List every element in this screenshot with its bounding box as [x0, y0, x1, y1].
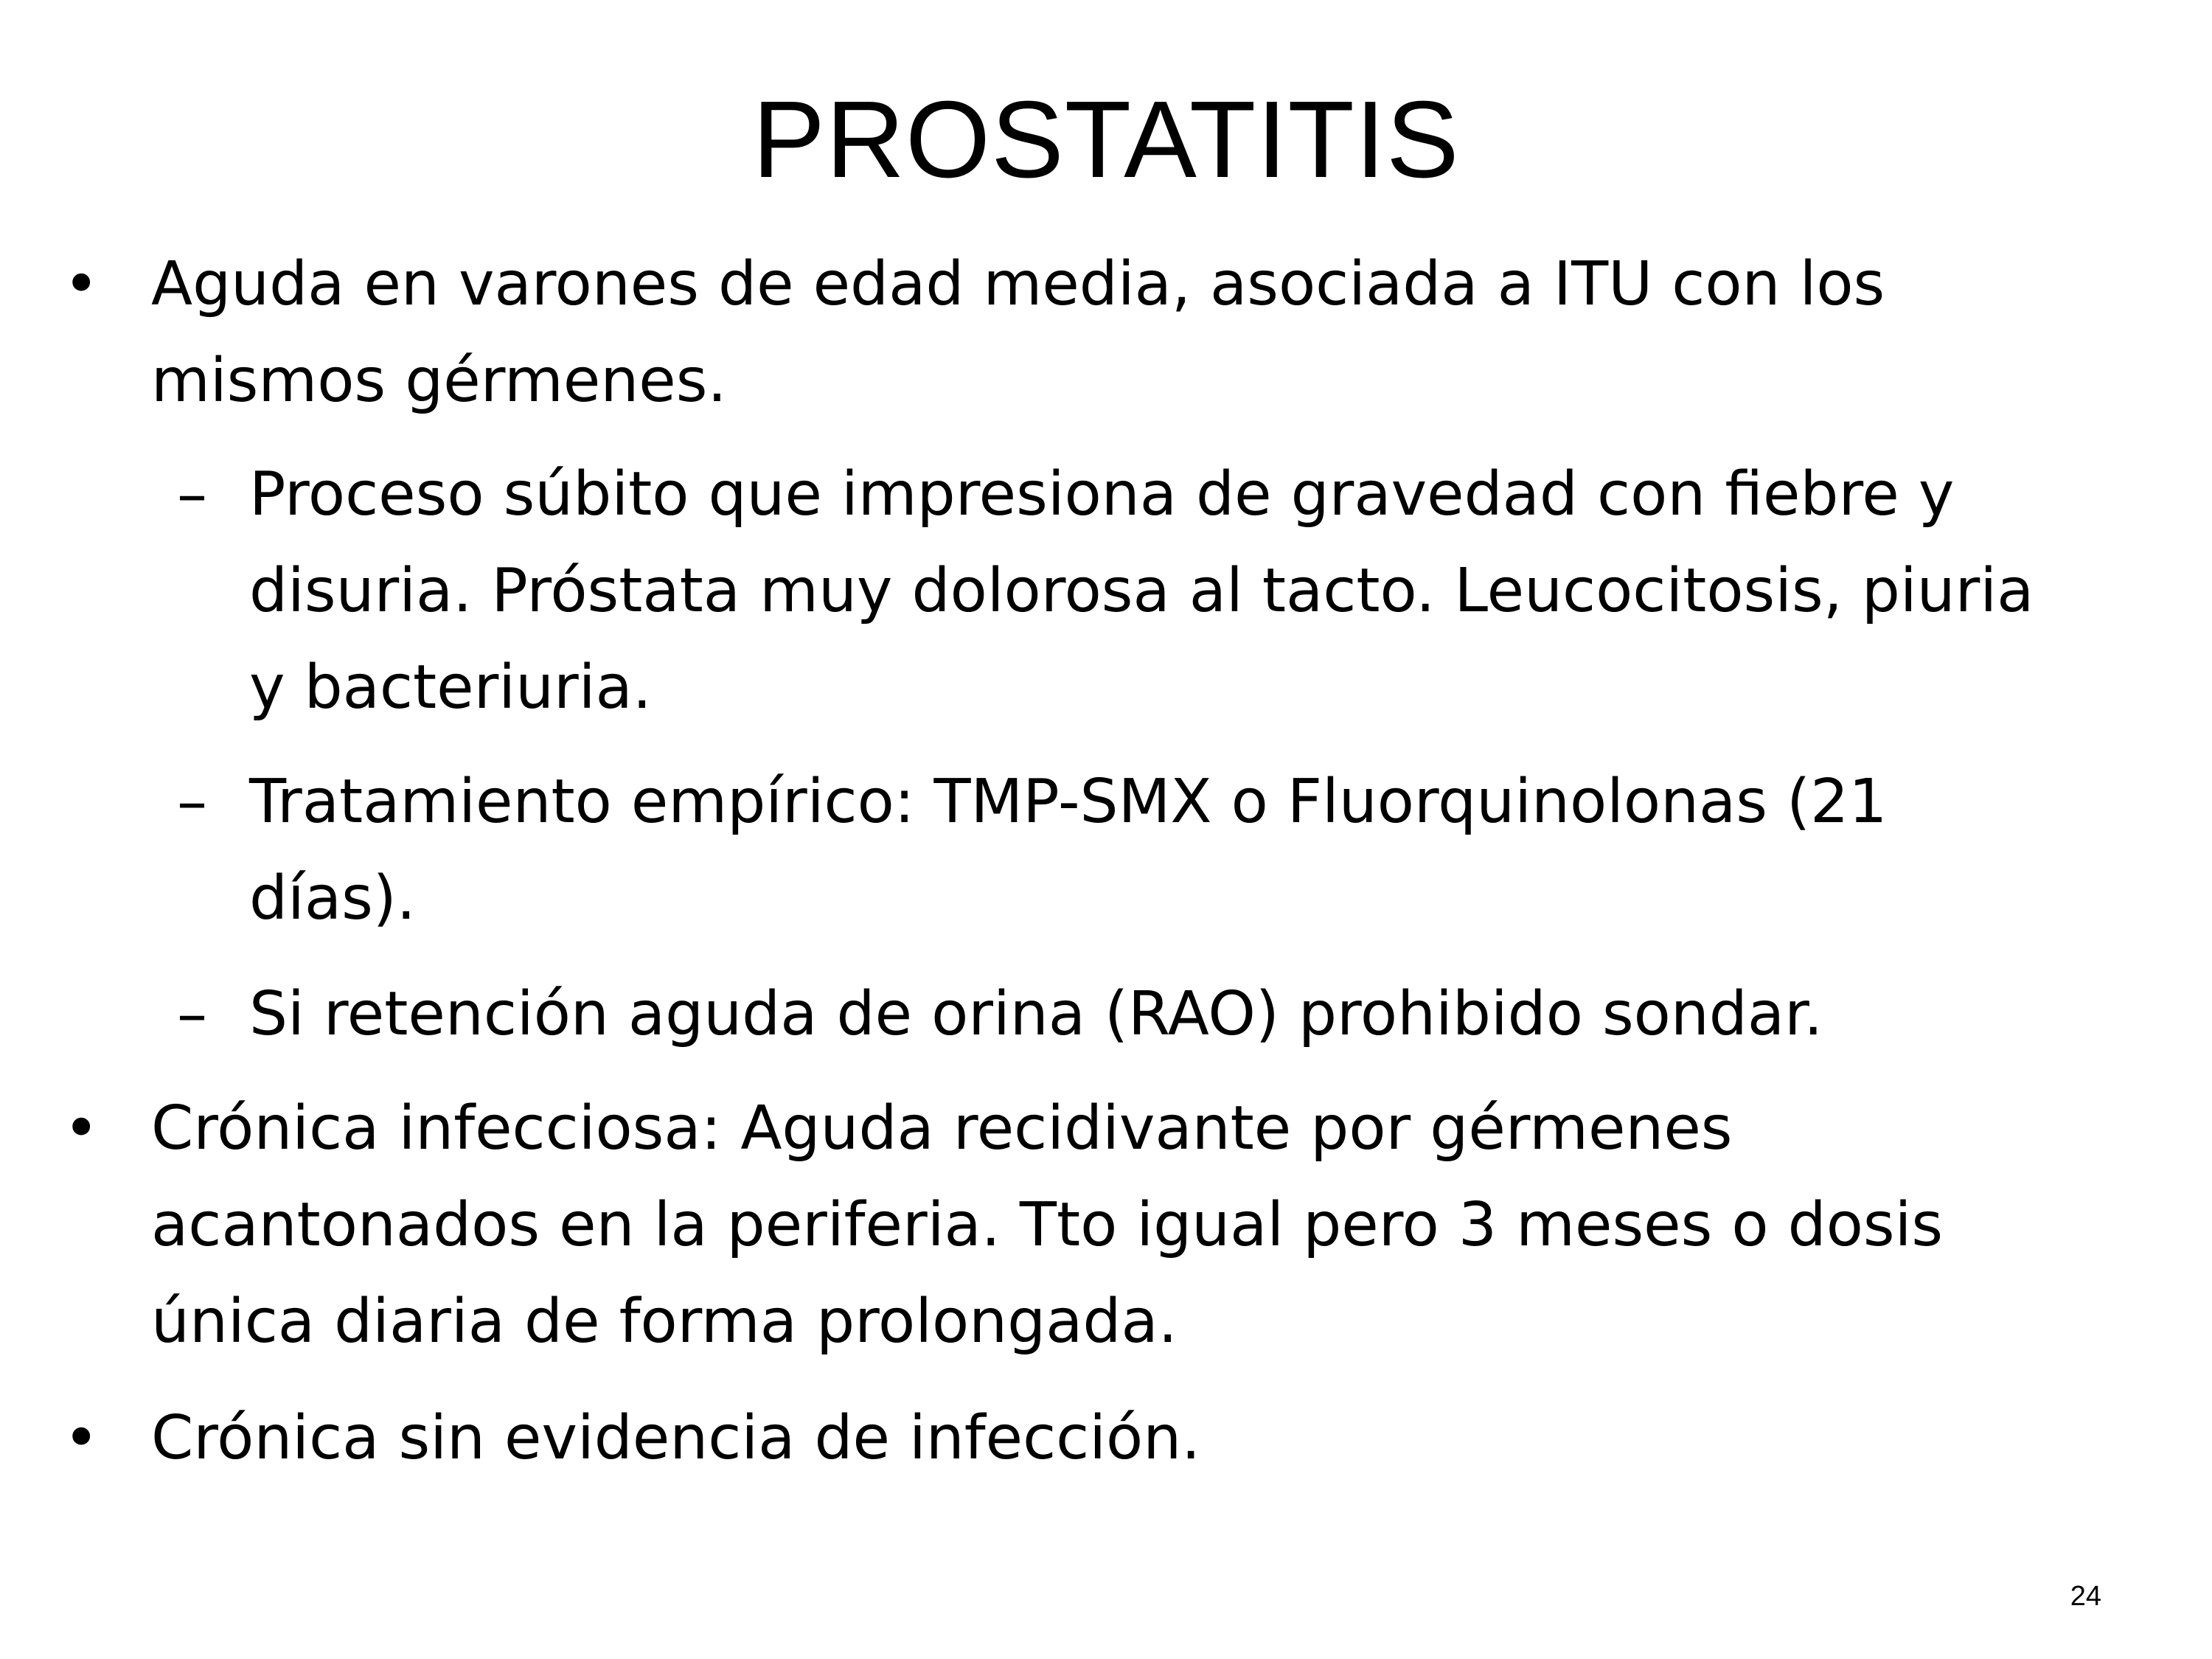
- bullet-3-line-1: Crónica sin evidencia de infección.: [151, 1403, 1201, 1473]
- subitem-1-line-1: Proceso súbito que impresiona de gravedad con fiebre y: [249, 459, 1955, 529]
- bullet-1-line-2: mismos gérmenes.: [151, 346, 727, 416]
- page-number: 24: [2070, 1581, 2101, 1612]
- bullet-marker: •: [63, 249, 100, 319]
- dash-marker: –: [177, 979, 207, 1049]
- subitem-1-line-3: y bacteriuria.: [249, 653, 652, 723]
- bullet-2-line-1: Crónica infecciosa: Aguda recidivante por gérmenes: [151, 1093, 1733, 1164]
- subitem-3-line-1: Si retención aguda de orina (RAO) prohibido sondar.: [249, 979, 1823, 1049]
- subitem-2-line-1: Tratamiento empírico: TMP-SMX o Fluorquinolonas (21: [249, 767, 1888, 837]
- bullet-1-line-1: Aguda en varones de edad media, asociada a ITU con los: [151, 249, 1885, 319]
- slide-title: PROSTATITIS: [752, 79, 1460, 201]
- subitem-1-line-2: disuria. Próstata muy dolorosa al tacto. Leucocitosis, piuria: [249, 556, 2034, 626]
- bullet-2-line-3: única diaria de forma prolongada.: [151, 1287, 1178, 1357]
- dash-marker: –: [177, 767, 207, 837]
- bullet-marker: •: [63, 1403, 100, 1473]
- bullet-2-line-2: acantonados en la periferia. Tto igual pero 3 meses o dosis: [151, 1190, 1944, 1260]
- dash-marker: –: [177, 459, 207, 529]
- bullet-marker: •: [63, 1093, 100, 1164]
- subitem-2-line-2: días).: [249, 863, 416, 933]
